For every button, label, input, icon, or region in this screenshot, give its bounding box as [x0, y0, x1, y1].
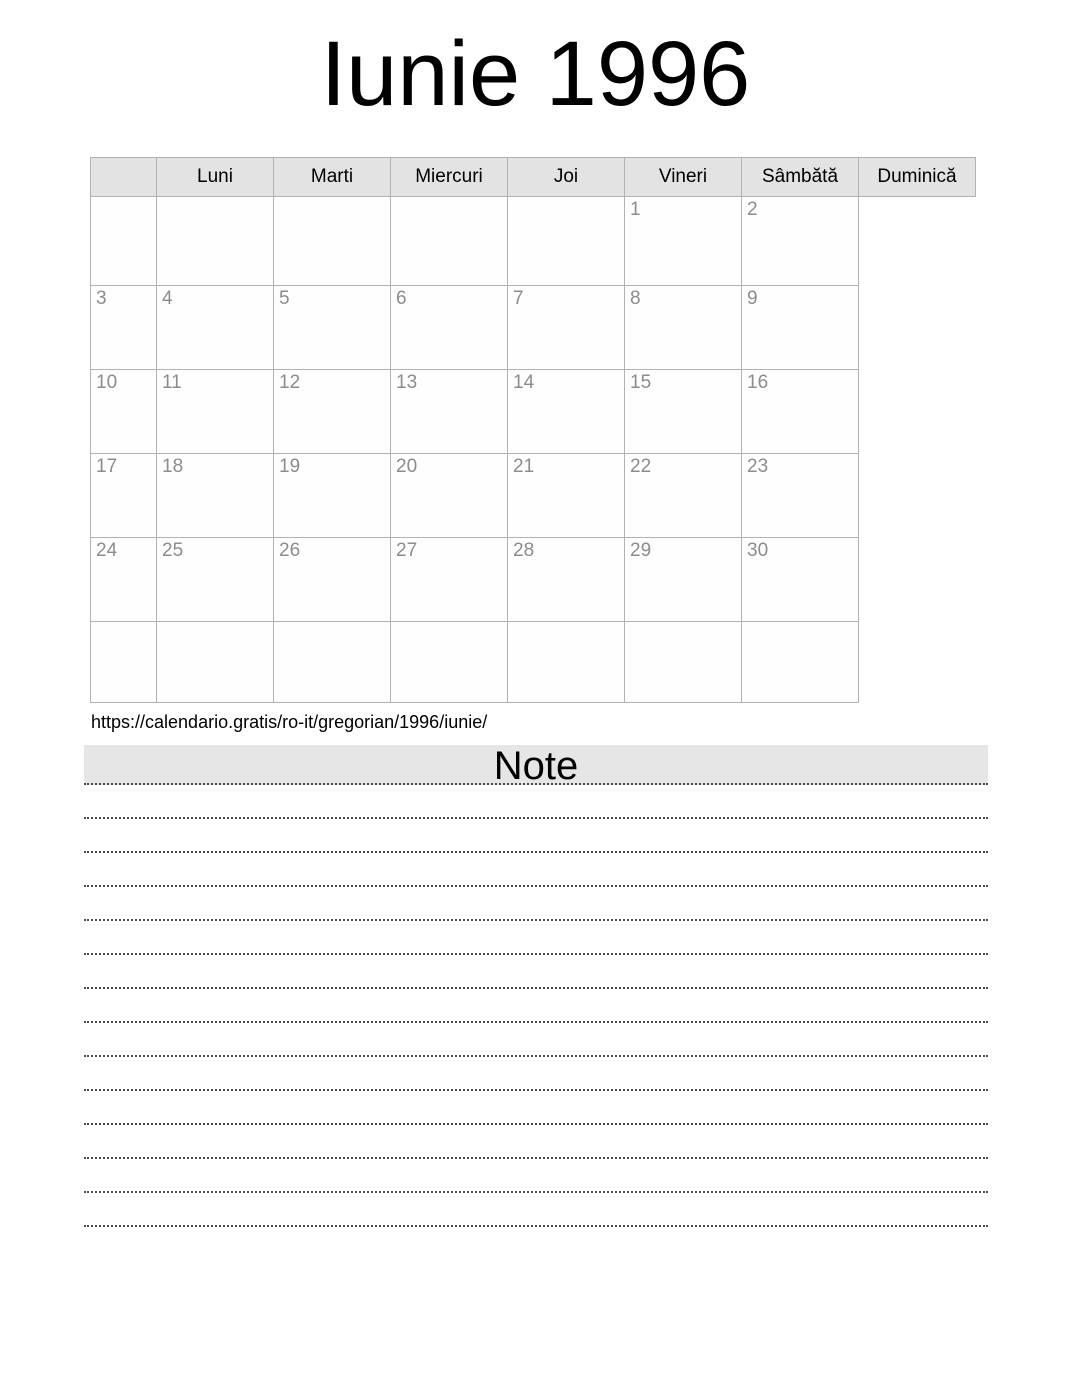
calendar-week-row	[91, 538, 976, 622]
calendar-day-cell: 16	[742, 370, 859, 454]
calendar-day-cell: 21	[508, 454, 625, 538]
calendar-day-cell: 22	[625, 454, 742, 538]
day-header-monday: Luni	[157, 158, 274, 197]
calendar-day-cell: 1	[625, 197, 742, 286]
calendar-day-cell: 28	[508, 538, 625, 622]
calendar-empty-cell	[742, 622, 859, 703]
note-line	[84, 1159, 988, 1193]
note-line	[84, 1125, 988, 1159]
note-line	[84, 853, 988, 887]
calendar-empty-cell	[157, 622, 274, 703]
calendar-day-cell: 20	[391, 454, 508, 538]
calendar-day-cell: 30	[742, 538, 859, 622]
calendar-week-row	[91, 370, 976, 454]
calendar-header-row	[91, 158, 976, 197]
week-number-column	[91, 158, 157, 197]
calendar-week-row	[91, 197, 976, 286]
calendar-day-cell: 23	[742, 454, 859, 538]
note-line	[84, 819, 988, 853]
calendar-day-cell: 18	[157, 454, 274, 538]
calendar-empty-cell	[274, 622, 391, 703]
calendar-day-cell: 8	[625, 286, 742, 370]
calendar-day-cell: 5	[274, 286, 391, 370]
note-line	[84, 1091, 988, 1125]
calendar-day-cell: 12	[274, 370, 391, 454]
calendar-empty-cell	[625, 622, 742, 703]
calendar-empty-cell	[91, 197, 157, 286]
calendar-week-row	[91, 454, 976, 538]
calendar-empty-cell	[391, 622, 508, 703]
notes-heading	[84, 744, 988, 788]
source-url: https://calendario.gratis/ro-it/gregorian/1996/iunie/	[91, 712, 488, 732]
day-header-tuesday: Marti	[274, 158, 391, 197]
note-line	[84, 955, 988, 989]
calendar-day-cell: 17	[91, 454, 157, 538]
calendar-empty-cell	[391, 197, 508, 286]
day-header-friday: Vineri	[625, 158, 742, 197]
note-line	[84, 989, 988, 1023]
calendar-day-cell: 2	[742, 197, 859, 286]
day-header-thursday: Joi	[508, 158, 625, 197]
calendar-day-cell: 15	[625, 370, 742, 454]
calendar-body	[91, 197, 976, 703]
note-line	[84, 1193, 988, 1227]
calendar-week-row	[91, 286, 976, 370]
notes-lines	[84, 785, 988, 1227]
calendar-day-cell: 9	[742, 286, 859, 370]
note-line	[84, 887, 988, 921]
calendar-day-cell: 14	[508, 370, 625, 454]
calendar-empty-cell	[157, 197, 274, 286]
note-line	[84, 1023, 988, 1057]
calendar-day-cell: 7	[508, 286, 625, 370]
calendar-day-cell: 26	[274, 538, 391, 622]
calendar-empty-cell	[91, 622, 157, 703]
day-header-sunday: Duminică	[859, 158, 976, 197]
calendar-table	[90, 157, 976, 703]
calendar-day-cell: 10	[91, 370, 157, 454]
calendar-day-cell: 13	[391, 370, 508, 454]
note-line	[84, 1057, 988, 1091]
page-title: Iunie 1996	[320, 23, 751, 125]
calendar-day-cell: 11	[157, 370, 274, 454]
day-header-wednesday: Miercuri	[391, 158, 508, 197]
calendar-empty-cell	[508, 622, 625, 703]
calendar-day-cell: 4	[157, 286, 274, 370]
notes-heading-label: Note	[493, 744, 579, 788]
calendar-day-cell: 25	[157, 538, 274, 622]
calendar-day-cell: 27	[391, 538, 508, 622]
calendar-day-cell: 3	[91, 286, 157, 370]
calendar-empty-cell	[274, 197, 391, 286]
calendar-day-cell: 24	[91, 538, 157, 622]
calendar-day-cell: 29	[625, 538, 742, 622]
calendar-day-cell: 6	[391, 286, 508, 370]
note-line	[84, 785, 988, 819]
day-header-saturday: Sâmbătă	[742, 158, 859, 197]
calendar-week-row	[91, 622, 976, 703]
calendar-day-cell: 19	[274, 454, 391, 538]
note-line	[84, 921, 988, 955]
calendar-empty-cell	[508, 197, 625, 286]
